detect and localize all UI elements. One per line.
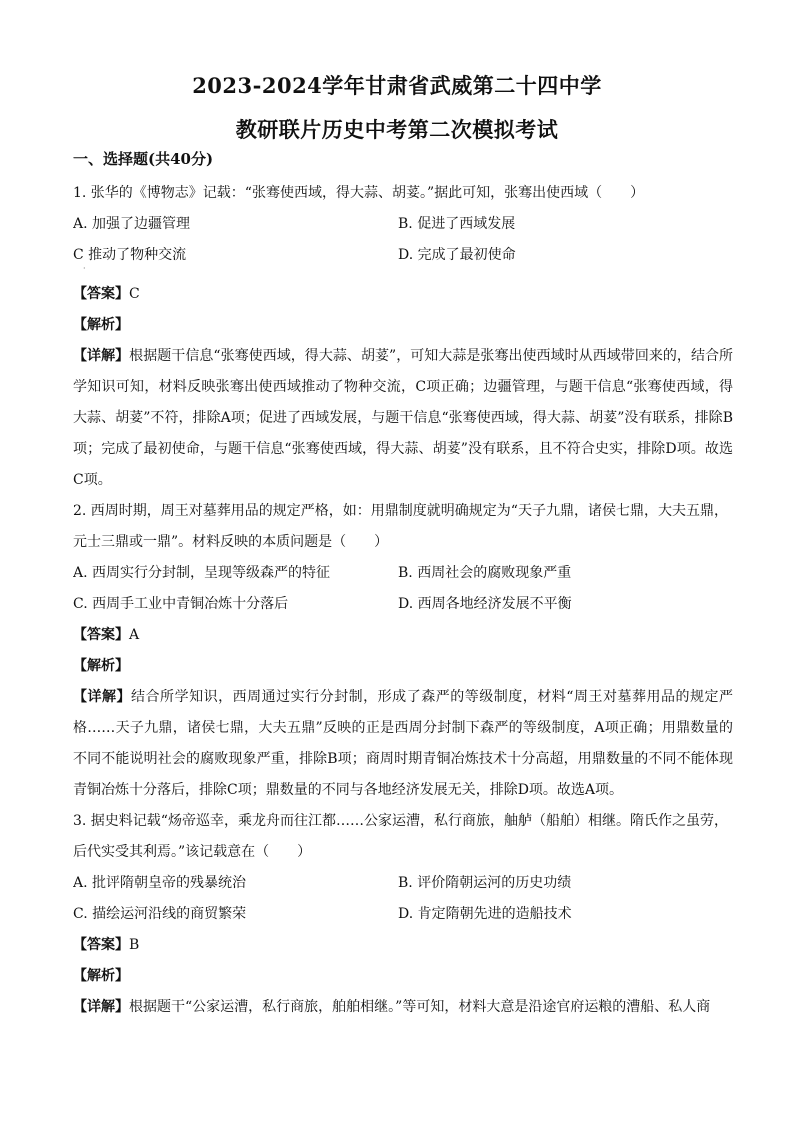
answer-line: 【答案】B <box>73 937 140 953</box>
option-a: A. 批评隋朝皇帝的残暴统治 <box>73 875 247 891</box>
option-c: C 推动了物种交流 <box>73 247 187 263</box>
option-d: D. 西周各地经济发展不平衡 <box>398 596 572 612</box>
answer-line: 【答案】C <box>73 286 140 302</box>
analysis-line: 【解析】 <box>73 658 129 674</box>
option-d: D. 肯定隋朝先进的造船技术 <box>398 906 572 922</box>
option-b: B. 促进了西域发展 <box>398 216 516 232</box>
questions-content <box>73 178 733 1023</box>
question-2 <box>73 496 733 806</box>
detail-label: 详解 <box>87 689 117 705</box>
question-3 <box>73 806 733 1023</box>
options-grid <box>73 209 733 271</box>
answer-value: C <box>129 286 140 302</box>
document-title-line1: 2023-2024学年甘肃省武威第二十四中学 <box>192 73 602 98</box>
answer-label: 答案 <box>87 286 115 302</box>
detail-paragraph: 【详解】结合所学知识，西周通过实行分封制，形成了森严的等级制度，材料“周王对墓葬用品的规定严格……天子九鼎，诸侯七鼎，大夫五鼎”反映的正是西周分封制下森严的等级制度，A项正确；用鼎数量的不同不能说明社会的腐败现象严重，排除B项；商周时期青铜冶炼技术十分高超，用鼎数量的不同不能体现青铜冶炼十分落后，排除C项；鼎数量的不同与各地经济发展无关，排除D项。故选A项。 <box>73 689 734 798</box>
detail-text: 结合所学知识，西周通过实行分封制，形成了森严的等级制度，材料“周王对墓葬用品的规定严格……天子九鼎，诸侯七鼎，大夫五鼎”反映的正是西周分封制下森严的等级制度，A项正确；用鼎数量的不同不能说明社会的腐败现象严重，排除B项；商周时期青铜冶炼技术十分高超，用鼎数量的不同不能体现青铜冶炼十分落后，排除C项；鼎数量的不同与各地经济发展无关，排除D项。故选A项。 <box>73 689 734 798</box>
question-stem: 1. 张华的《博物志》记载：“张骞使西域，得大蒜、胡荽。”据此可知，张骞出使西域（ ） <box>73 185 645 201</box>
detail-text: 根据题干信息“张骞使西域，得大蒜、胡荽”，可知大蒜是张骞出使西域时从西域带回来的，结合所学知识可知，材料反映张骞出使西域推动了物种交流，C项正确；边疆管理，与题干信息“张骞使西域，得大蒜、胡荽”不符，排除A项；促进了西域发展，与题干信息“张骞使西域，得大蒜、胡荽”没有联系，排除B项；完成了最初使命，与题干信息“张骞使西域，得大蒜、胡荽”没有联系，且不符合史实，排除D项。故选C项。 <box>73 348 734 488</box>
answer-value: A <box>129 627 140 643</box>
analysis-line: 【解析】 <box>73 317 129 333</box>
option-a: A. 加强了边疆管理 <box>73 216 191 232</box>
analysis-label: 解析 <box>87 317 115 333</box>
option-c: C. 西周手工业中青铜冶炼十分落后 <box>73 596 289 612</box>
detail-label: 详解 <box>87 999 115 1015</box>
analysis-label: 解析 <box>87 968 115 984</box>
option-a: A. 西周实行分封制，呈现等级森严的特征 <box>73 565 331 581</box>
document-title-line2: 教研联片历史中考第二次模拟考试 <box>235 117 559 142</box>
detail-text: 根据题干“公家运漕，私行商旅，舶舶相继。”等可知，材料大意是沿途官府运粮的漕船、私人商 <box>129 999 711 1015</box>
answer-label: 答案 <box>87 937 115 953</box>
detail-paragraph: 【详解】根据题干“公家运漕，私行商旅，舶舶相继。”等可知，材料大意是沿途官府运粮的漕船、私人商 <box>73 999 711 1015</box>
answer-label: 答案 <box>87 627 115 643</box>
option-d: D. 完成了最初使命 <box>398 247 516 263</box>
option-c: C. 描绘运河沿线的商贸繁荣 <box>73 906 247 922</box>
question-stem: 3. 据史料记载“炀帝巡幸，乘龙舟而往江都……公家运漕，私行商旅，舳舻（船舶）相继。隋氏作之虽劳，后代实受其利焉。”该记载意在（ ） <box>73 813 728 860</box>
options-grid <box>73 558 733 620</box>
analysis-label: 解析 <box>87 658 115 674</box>
option-b: B. 西周社会的腐败现象严重 <box>398 565 572 581</box>
analysis-line: 【解析】 <box>73 968 129 984</box>
options-grid <box>73 868 733 930</box>
question-1 <box>73 178 733 496</box>
detail-label: 详解 <box>87 348 116 364</box>
option-b: B. 评价隋朝运河的历史功绩 <box>398 875 572 891</box>
stray-mark: · <box>83 264 86 273</box>
section-heading: 一、选择题(共40分) <box>73 150 214 168</box>
answer-value: B <box>129 937 140 953</box>
detail-paragraph: 【详解】根据题干信息“张骞使西域，得大蒜、胡荽”，可知大蒜是张骞出使西域时从西域带回来的，结合所学知识可知，材料反映张骞出使西域推动了物种交流，C项正确；边疆管理，与题干信息“张骞使西域，得大蒜、胡荽”不符，排除A项；促进了西域发展，与题干信息“张骞使西域，得大蒜、胡荽”没有联系，排除B项；完成了最初使命，与题干信息“张骞使西域，得大蒜、胡荽”没有联系，且不符合史实，排除D项。故选C项。 <box>73 348 734 488</box>
answer-line: 【答案】A <box>73 627 140 643</box>
question-stem: 2. 西周时期，周王对墓葬用品的规定严格，如：用鼎制度就明确规定为“天子九鼎，诸侯七鼎，大夫五鼎，元士三鼎或一鼎”。材料反映的本质问题是（ ） <box>73 503 728 550</box>
